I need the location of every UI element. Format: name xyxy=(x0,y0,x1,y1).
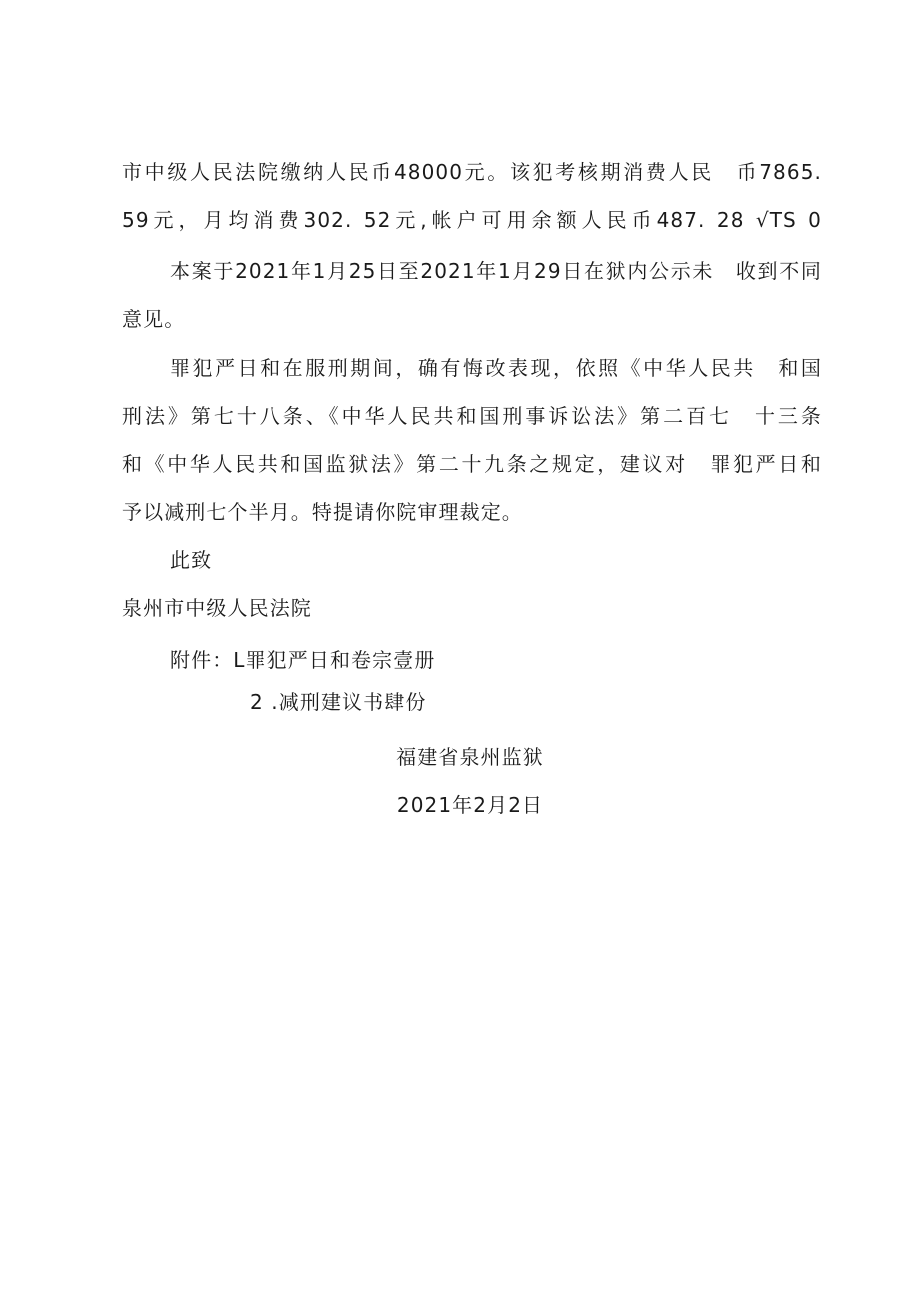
body-line-4: 意见。 xyxy=(122,307,186,331)
document-date: 2021年2月2日 xyxy=(396,793,544,817)
attachment-line-2: 2 .减刑建议书肆份 xyxy=(250,690,427,714)
body-line-5: 罪犯严日和在服刑期间，确有悔改表现，依照《中华人民共 和国 xyxy=(170,356,822,380)
salutation: 此致 xyxy=(170,548,213,572)
body-line-1: 市中级人民法院缴纳人民币48000元。该犯考核期消费人民 币7865. xyxy=(122,160,822,184)
addressee: 泉州市中级人民法院 xyxy=(122,596,312,620)
body-line-7: 和《中华人民共和国监狱法》第二十九条之规定，建议对 罪犯严日和 xyxy=(122,452,822,476)
body-line-6: 刑法》第七十八条、《中华人民共和国刑事诉讼法》第二百七 十三条 xyxy=(122,404,822,428)
body-line-3: 本案于2021年1月25日至2021年1月29日在狱内公示未 收到不同 xyxy=(170,259,822,283)
body-line-2: 59元，月均消费302. 52元,帐户可用余额人民币487. 28 √TS 0 xyxy=(122,208,822,232)
issuer: 福建省泉州监狱 xyxy=(396,745,544,769)
attachment-line-1: 附件：L罪犯严日和卷宗壹册 xyxy=(170,648,436,672)
body-line-8: 予以减刑七个半月。特提请你院审理裁定。 xyxy=(122,500,523,524)
